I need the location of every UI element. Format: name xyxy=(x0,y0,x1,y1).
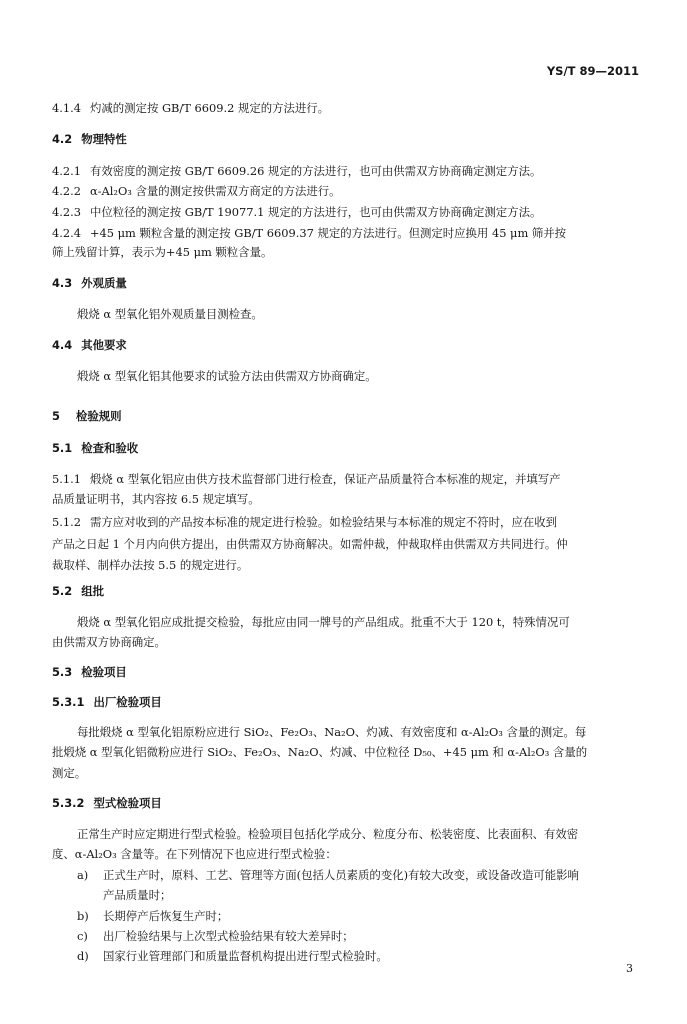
list-item-b: b) 长期停产后恢复生产时； xyxy=(77,909,229,923)
clause-4-1-4: 4.1.4 灼减的测定按 GB/T 6609.2 规定的方法进行。 xyxy=(52,101,330,115)
heading-5-3: 5.3 检验项目 xyxy=(52,665,127,679)
clause-4-2-4: 4.2.4 +45 μm 颗粒含量的测定按 GB/T 6609.37 规定的方法进行。但测定时应换用 45 μm 筛并按 xyxy=(52,226,567,240)
clause-5-1-2: 5.1.2 需方应对收到的产品按本标准的规定进行检验。如检验结果与本标准的规定不符时，应在收到 xyxy=(52,515,558,529)
para-5-3-2-a: 正常生产时应定期进行型式检验。检验项目包括化学成分、粒度分布、松装密度、比表面积、有效密 xyxy=(77,827,579,841)
heading-5: 5 检验规则 xyxy=(52,409,122,423)
heading-4-3: 4.3 外观质量 xyxy=(52,276,127,290)
para-5-3-1-b: 批煅烧 α 型氧化铝微粉应进行 SiO₂、Fe₂O₃、Na₂O、灼减、中位粒径 D₅₀、+45 μm 和 α-Al₂O₃ 含量的 xyxy=(52,745,588,759)
para-5-3-1-a: 每批煅烧 α 型氧化铝原粉应进行 SiO₂、Fe₂O₃、Na₂O、灼减、有效密度和 α-Al₂O₃ 含量的测定。每 xyxy=(77,725,587,739)
heading-5-3-1: 5.3.1 出厂检验项目 xyxy=(52,695,162,709)
para-5-3-1-c: 测定。 xyxy=(52,766,87,780)
clause-5-1-2-cont-1: 产品之日起 1 个月内向供方提出，由供需双方协商解决。如需仲裁，仲裁取样由供需双方共同进行。仲 xyxy=(52,537,568,551)
heading-5-1: 5.1 检查和验收 xyxy=(52,441,139,455)
clause-5-1-1: 5.1.1 煅烧 α 型氧化铝应由供方技术监督部门进行检查，保证产品质量符合本标准的规定，并填写产 xyxy=(52,472,561,486)
para-5-2-cont: 由供需双方协商确定。 xyxy=(52,635,166,649)
list-item-a-cont: 产品质量时； xyxy=(103,888,172,902)
clause-5-1-2-cont-2: 裁取样、制样办法按 5.5 的规定进行。 xyxy=(52,558,249,572)
list-item-d: d) 国家行业管理部门和质量监督机构提出进行型式检验时。 xyxy=(77,949,388,963)
page-number: 3 xyxy=(626,962,633,975)
standard-code: YS/T 89—2011 xyxy=(546,64,639,78)
clause-4-2-3: 4.2.3 中位粒径的测定按 GB/T 19077.1 规定的方法进行，也可由供需双方协商确定测定方法。 xyxy=(52,205,542,219)
clause-4-2-2: 4.2.2 α-Al₂O₃ 含量的测定按供需双方商定的方法进行。 xyxy=(52,184,341,198)
clause-4-2-1: 4.2.1 有效密度的测定按 GB/T 6609.26 规定的方法进行，也可由供需双方协商确定测定方法。 xyxy=(52,164,542,178)
heading-4-4: 4.4 其他要求 xyxy=(52,338,127,352)
para-4-3: 煅烧 α 型氧化铝外观质量目测检查。 xyxy=(77,307,263,321)
para-4-4: 煅烧 α 型氧化铝其他要求的试验方法由供需双方协商确定。 xyxy=(77,369,377,383)
clause-5-1-1-cont: 品质量证明书，其内容按 6.5 规定填写。 xyxy=(52,492,260,506)
para-5-2: 煅烧 α 型氧化铝应成批提交检验，每批应由同一牌号的产品组成。批重不大于 120 t，特殊情况可 xyxy=(77,615,570,629)
list-item-c: c) 出厂检验结果与上次型式检验结果有较大差异时； xyxy=(77,929,354,943)
para-5-3-2-b: 度、α-Al₂O₃ 含量等。在下列情况下也应进行型式检验： xyxy=(52,847,337,861)
list-item-a: a) 正式生产时，原料、工艺、管理等方面(包括人员素质的变化)有较大改变，或设备改造可能影响 xyxy=(77,868,579,882)
heading-4-2: 4.2 物理特性 xyxy=(52,132,127,146)
heading-5-3-2: 5.3.2 型式检验项目 xyxy=(52,796,162,810)
clause-4-2-4-cont: 筛上残留计算，表示为+45 μm 颗粒含量。 xyxy=(52,245,273,259)
heading-5-2: 5.2 组批 xyxy=(52,584,104,598)
